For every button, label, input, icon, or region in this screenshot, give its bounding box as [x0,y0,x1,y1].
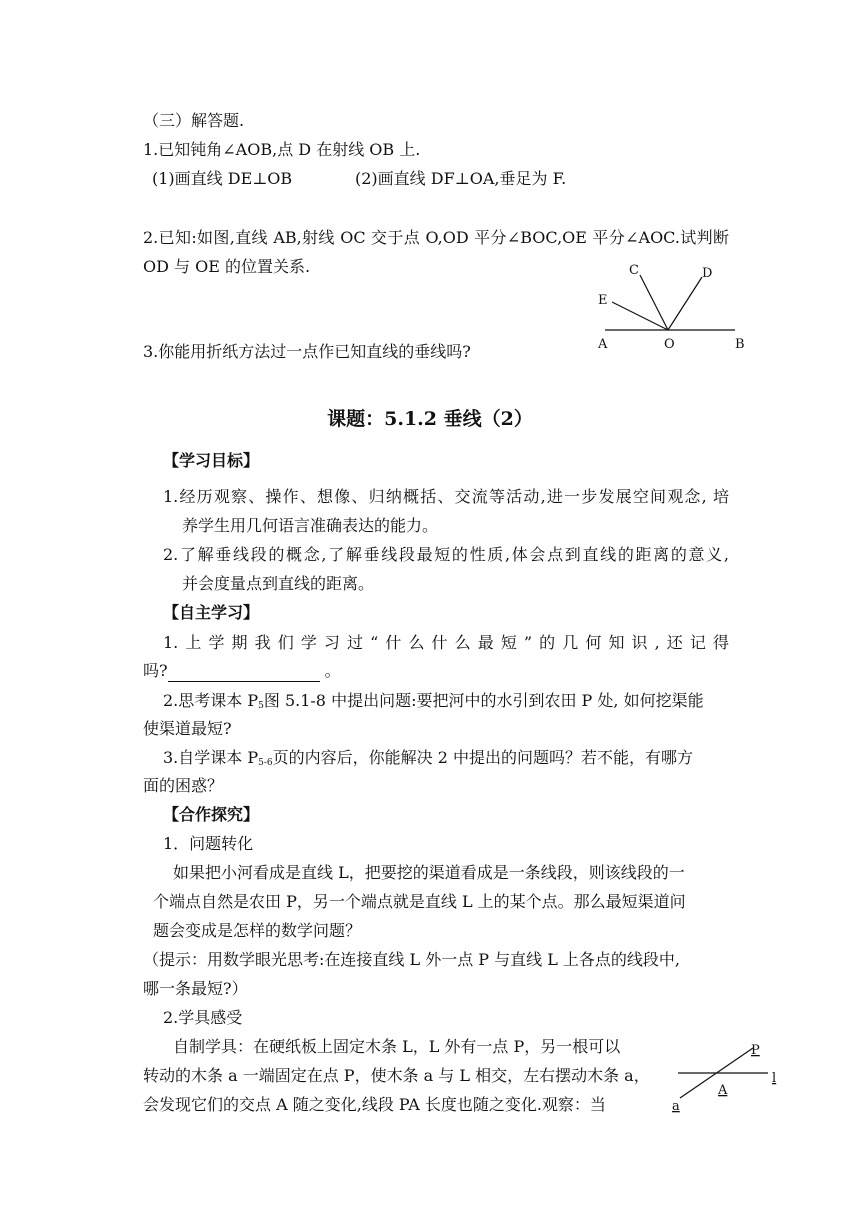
self-3-text-a: 3.自学课本 P [163,748,259,767]
self-2-text-a: 2.思考课本 P [163,691,259,710]
self-1-prefix: 吗? [143,661,168,680]
ray-od [668,277,702,330]
coop-item-1: 1．问题转化 [163,834,254,853]
self-2-line1 [163,690,704,717]
goal-1-line2: 养学生用几何语言准确表达的能力。 [182,516,439,535]
ray-oe [612,302,668,330]
hint-line2: 哪一条最短?） [143,979,248,998]
label-a: A [598,337,608,352]
label-a-strip: a [672,1099,680,1114]
self-study-heading: 【自主学习】 [163,603,260,622]
coop-para1-line1: 如果把小河看成是直线 L，把要挖的渠道看成是一条线段，则该线段的一 [173,863,685,882]
label-p: P [751,1043,760,1058]
self-2-text-b: 图 5.1-8 中提出问题:要把河中的水引到农田 P 处, 如何挖渠能 [263,691,704,710]
self-1-line1: 1.上学期我们学习过“什么什么最短”的几何知识,还记得 [163,633,729,652]
label-b: B [735,337,745,352]
self-3-line1 [163,747,693,774]
self-3-text-b: 页的内容后，你能解决 2 中提出的问题吗？若不能，有哪方 [272,748,693,767]
rotating-strip-figure [668,1038,788,1118]
coop-para2-line3: 会发现它们的交点 A 随之变化,线段 PA 长度也随之变化.观察：当 [143,1095,606,1114]
page-subscript: 5 [258,701,264,711]
label-l: l [772,1071,777,1086]
question-1: 1.已知钝角∠AOB,点 D 在射线 OB 上. [143,140,421,159]
label-e: E [598,293,608,308]
self-1-line2 [143,660,341,682]
label-a-point: A [718,1083,728,1098]
goals-heading: 【学习目标】 [163,451,260,470]
coop-heading: 【合作探究】 [163,805,260,824]
question-2-line1: 2.已知:如图,直线 AB,射线 OC 交于点 O,OD 平分∠BOC,OE 平分∠AOC.试判断 [143,228,729,247]
self-1-suffix: 。 [319,661,341,680]
self-3-line2: 面的困惑？ [143,776,224,795]
goal-2-line2: 并会度量点到直线的距离。 [182,574,375,593]
coop-para2-line2: 转动的木条 a 一端固定在点 P，使木条 a 与 L 相交，左右摆动木条 a， [143,1066,650,1085]
page-subscript: 5-6 [258,758,273,768]
label-c: C [629,263,639,278]
self-2-line2: 使渠道最短? [143,719,232,738]
section-heading: （三）解答题. [143,111,245,130]
coop-para1-line2: 个端点自然是农田 P，另一个端点就是直线 L 上的某个点。那么最短渠道问 [153,892,686,911]
ray-oc [640,275,668,330]
answer-blank[interactable] [168,665,320,682]
question-2-line2: OD 与 OE 的位置关系. [143,257,311,276]
angle-bisector-figure [590,260,760,352]
coop-item-2: 2.学具感受 [163,1008,243,1027]
label-d: D [702,266,713,281]
coop-para1-line3: 题会变成是怎样的数学问题？ [153,921,362,940]
question-1a: (1)画直线 DE⊥OB [152,169,293,188]
question-3: 3.你能用折纸方法过一点作已知直线的垂线吗? [143,342,471,361]
coop-para2-line1: 自制学具：在硬纸板上固定木条 L，L 外有一点 P，另一根可以 [173,1037,621,1056]
goal-2-line1: 2.了解垂线段的概念,了解垂线段最短的性质,体会点到直线的距离的意义, [163,545,729,564]
label-o: O [664,337,675,352]
lesson-title: 课题：5.1.2 垂线（2） [327,408,533,430]
question-1b: (2)画直线 DF⊥OA,垂足为 F. [355,169,567,188]
goal-1-line1: 1.经历观察、操作、想像、归纳概括、交流等活动,进一步发展空间观念, 培 [163,487,729,506]
hint-line1: （提示：用数学眼光思考:在连接直线 L 外一点 P 与直线 L 上各点的线段中, [143,950,681,969]
